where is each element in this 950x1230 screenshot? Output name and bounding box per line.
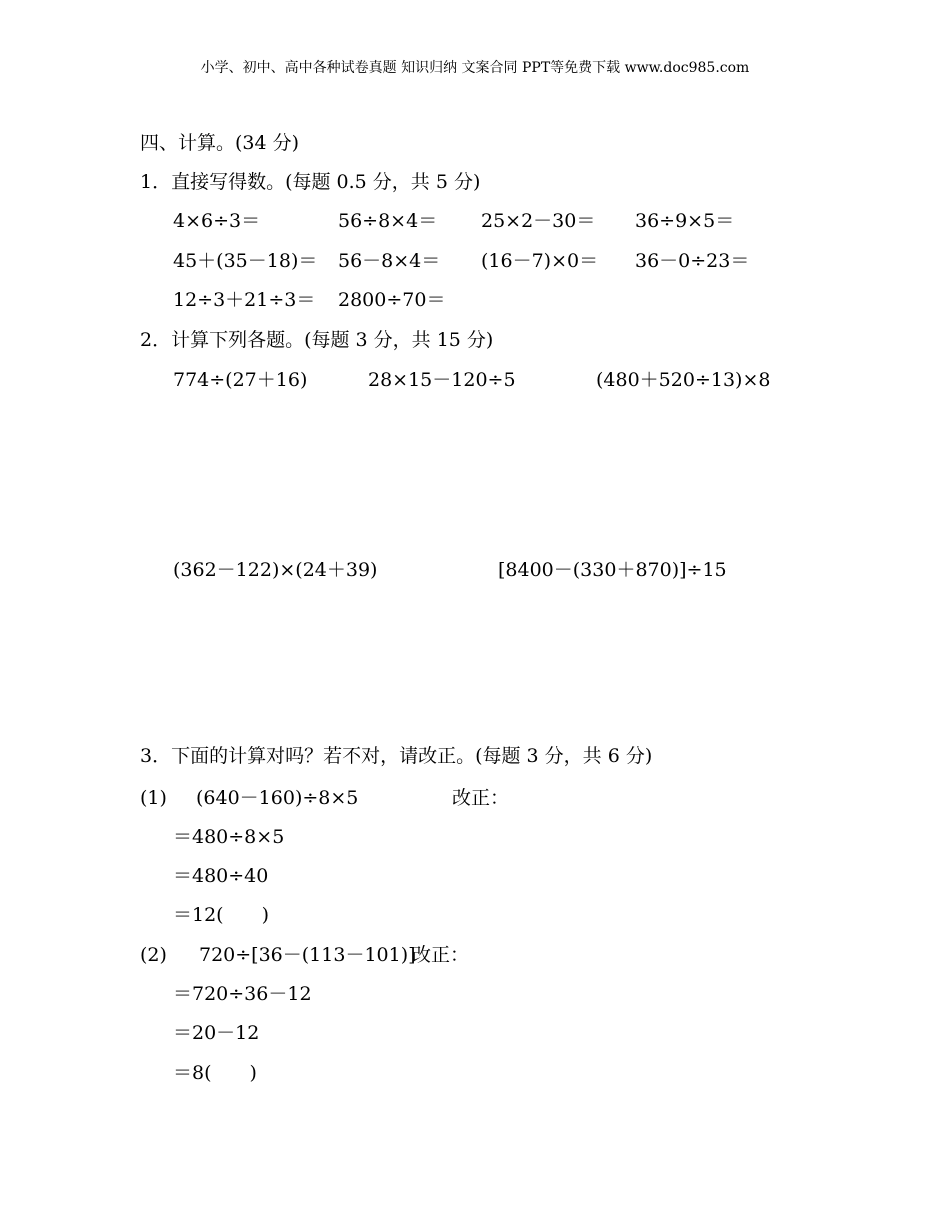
q2-item: (480＋520÷13)×8 bbox=[596, 369, 771, 391]
q3-p1-correction-label: 改正： bbox=[452, 787, 510, 809]
page-header: 小学、初中、高中各种试卷真题 知识归纳 文案合同 PPT等免费下载 www.doc985.com bbox=[200, 60, 750, 76]
q3-p1-step: ＝12( ) bbox=[173, 904, 270, 926]
q1-item: 56÷8×4＝ bbox=[338, 210, 438, 232]
q3-p2-step: ＝20－12 bbox=[173, 1022, 260, 1044]
q3-p1-step: ＝480÷40 bbox=[173, 865, 269, 887]
q3-p2-label: (2) bbox=[140, 944, 167, 966]
q1-item: (16－7)×0＝ bbox=[481, 250, 599, 272]
q3-p1-step: ＝480÷8×5 bbox=[173, 826, 285, 848]
q2-item: [8400－(330＋870)]÷15 bbox=[498, 559, 727, 581]
q2-item: 774÷(27＋16) bbox=[173, 369, 308, 391]
q1-item: 36÷9×5＝ bbox=[635, 210, 735, 232]
q3-p2-correction-label: 改正： bbox=[412, 944, 470, 966]
q3-p2-expression: 720÷[36－(113－101)] bbox=[199, 944, 416, 966]
q3-p2-step: ＝8( ) bbox=[173, 1062, 257, 1084]
q1-item: 45＋(35－18)＝ bbox=[173, 250, 318, 272]
section-title: 四、计算。(34 分) bbox=[140, 132, 300, 154]
q1-item: 2800÷70＝ bbox=[338, 289, 446, 311]
q1-item: 36－0÷23＝ bbox=[635, 250, 750, 272]
q2-title: 2．计算下列各题。(每题 3 分，共 15 分) bbox=[140, 329, 494, 351]
q1-item: 4×6÷3＝ bbox=[173, 210, 261, 232]
q2-item: 28×15－120÷5 bbox=[368, 369, 516, 391]
q3-p2-step: ＝720÷36－12 bbox=[173, 983, 312, 1005]
q3-p1-label: (1) bbox=[140, 787, 167, 809]
q1-item: 56－8×4＝ bbox=[338, 250, 441, 272]
q2-item: (362－122)×(24＋39) bbox=[173, 559, 378, 581]
q1-title: 1．直接写得数。(每题 0.5 分，共 5 分) bbox=[140, 171, 481, 193]
q3-title: 3．下面的计算对吗？若不对，请改正。(每题 3 分，共 6 分) bbox=[140, 745, 653, 767]
q1-item: 25×2－30＝ bbox=[481, 210, 596, 232]
q3-p1-expression: (640－160)÷8×5 bbox=[196, 787, 359, 809]
q1-item: 12÷3＋21÷3＝ bbox=[173, 289, 316, 311]
